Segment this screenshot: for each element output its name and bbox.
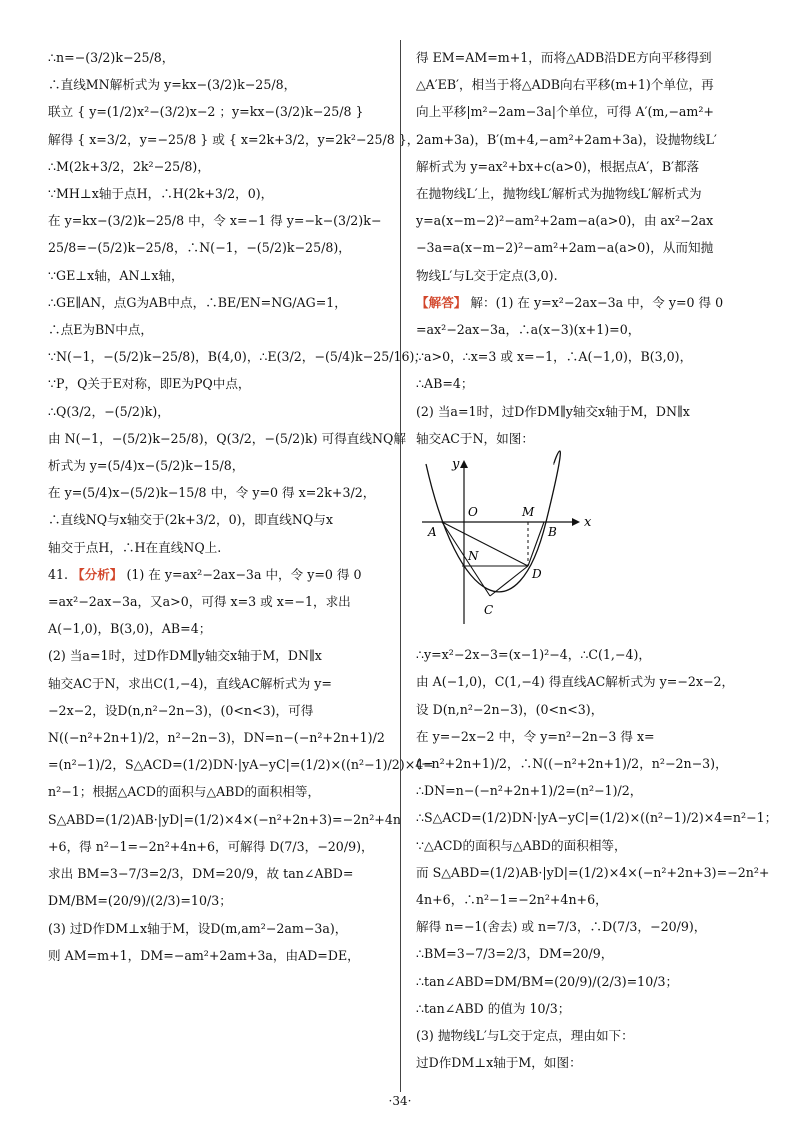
text-line: ∴AB=4；	[416, 376, 474, 392]
text-line: 得 EM=AM=m+1，而将△ADB沿DE方向平移得到	[416, 50, 712, 65]
text-line: DM/BM=(20/9)/(2/3)=10/3；	[48, 893, 232, 909]
text-line: 25/8=−(5/2)k−25/8，∴N(−1，−(5/2)k−25/8)，	[48, 240, 351, 256]
text-line: ∴DN=n−(−n²+2n+1)/2=(n²−1)/2，	[416, 783, 643, 799]
text-line: ∵P，Q关于E对称，即E为PQ中点，	[48, 376, 251, 392]
text-line: n²−1；根据△ACD的面积与△ABD的面积相等，	[48, 784, 321, 800]
text-line: 在 y=kx−(3/2)k−25/8 中，令 x=−1 得 y=−k−(3/2)k−	[48, 213, 382, 229]
text-line: 而 S△ABD=(1/2)AB·|yD|=(1/2)×4×(−n²+2n+3)=−2n²+	[416, 864, 770, 880]
page-number: ·34·	[388, 1094, 412, 1108]
solution-first-line	[416, 289, 760, 316]
text-line: ∵MH⊥x轴于点H，∴H(2k+3/2，0)，	[48, 186, 274, 202]
text-line: 在 y=−2x−2 中，令 y=n²−2n−3 得 x=	[416, 728, 655, 744]
text-line: 求出 BM=3−7/3=2/3，DM=20/9，故 tan∠ABD=	[48, 866, 354, 882]
text-line: 向上平移|m²−2am−3a|个单位，可得 A′(m,−am²+	[416, 104, 714, 120]
segment-a-c	[442, 522, 490, 596]
text-line: ∴点E为BN中点，	[48, 322, 154, 338]
text-line: ∴y=x²−2x−3=(x−1)²−4，∴C(1,−4)，	[416, 647, 651, 663]
label-b: B	[548, 525, 557, 540]
text-line: =ax²−2ax−3a，∴a(x−3)(x+1)=0，	[416, 322, 641, 338]
text-line: 解得 { x=3/2，y=−25/8 } 或 { x=2k+3/2，y=2k²−25/8 }，	[48, 131, 420, 147]
text-line: 则 AM=m+1，DM=−am²+2am+3a，由AD=DE，	[48, 947, 360, 963]
text-line: 由 A(−1,0)，C(1,−4) 得直线AC解析式为 y=−2x−2，	[416, 674, 735, 690]
text-line: (2) 当a=1时，过D作DM∥y轴交x轴于M，DN∥x	[416, 403, 690, 419]
label-a: A	[428, 525, 437, 540]
text-line: 物线L′与L交于定点(3,0).	[416, 267, 558, 283]
label-c: C	[484, 603, 494, 618]
text-line: ∴直线MN解析式为 y=kx−(3/2)k−25/8，	[48, 77, 297, 93]
parabola-figure	[418, 456, 618, 626]
label-n: N	[468, 549, 479, 564]
text-line: 轴交AC于N，求出C(1,−4)，直线AC解析式为 y=	[48, 675, 332, 691]
text-line: 过D作DM⊥x轴于M，如图：	[416, 1055, 582, 1071]
text-line: (3) 抛物线L′与L交于定点，理由如下：	[416, 1028, 634, 1044]
text-line: 在抛物线L′上，抛物线L′解析式为抛物线L′解析式为	[416, 186, 702, 202]
segment-a-d	[442, 522, 528, 566]
text-line: (2) 当a=1时，过D作DM∥y轴交x轴于M，DN∥x	[48, 648, 322, 664]
text-line: ∴tan∠ABD=DM/BM=(20/9)/(2/3)=10/3；	[416, 973, 679, 989]
x-axis-arrow	[572, 518, 580, 526]
text-line: ∴tan∠ABD 的值为 10/3；	[416, 1000, 571, 1016]
analysis-tag: 【分析】	[72, 566, 123, 582]
problem-number: 41.	[48, 566, 69, 582]
text-line: ∵GE⊥x轴，AN⊥x轴，	[48, 267, 184, 283]
text-line: 轴交于点H，∴H在直线NQ上.	[48, 539, 222, 555]
text-line: 设 D(n,n²−2n−3)，(0<n<3)，	[416, 701, 604, 717]
text-line: 轴交AC于N，如图：	[416, 430, 534, 446]
y-axis-arrow	[460, 460, 468, 468]
solution-tag: 【解答】	[416, 294, 467, 310]
label-o: O	[468, 505, 478, 520]
text-line: 4n+6，∴n²−1=−2n²+4n+6，	[416, 892, 608, 908]
text-line: 2am+3a)，B′(m+4,−am²+2am+3a)，设抛物线L′	[416, 131, 717, 147]
text-line: 析式为 y=(5/4)x−(5/2)k−15/8，	[48, 458, 245, 474]
text-line: 联立 { y=(1/2)x²−(3/2)x−2 ；y=kx−(3/2)k−25/8 }	[48, 104, 364, 120]
text-line: =(n²−1)/2，S△ACD=(1/2)DN·|yA−yC|=(1/2)×((n²−1)/2)×4=	[48, 757, 434, 773]
text-line: =ax²−2ax−3a，又a>0，可得 x=3 或 x=−1，求出	[48, 594, 351, 610]
text-line: ∵N(−1，−(5/2)k−25/8)，B(4,0)，∴E(3/2，−(5/4)k−25/16)，	[48, 349, 428, 365]
text-line: 解得 n=−1(舍去) 或 n=7/3，∴D(7/3，−20/9)，	[416, 919, 707, 935]
text-line: ∴直线NQ与x轴交于(2k+3/2，0)，即直线NQ与x	[48, 512, 333, 528]
text-line: ∵△ACD的面积与△ABD的面积相等，	[416, 837, 627, 853]
text-line: (3) 过D作DM⊥x轴于M，设D(m,am²−2am−3a)，	[48, 920, 348, 936]
text-line: 在 y=(5/4)x−(5/2)k−15/8 中，令 y=0 得 x=2k+3/2，	[48, 485, 376, 501]
text-line: S△ABD=(1/2)AB·|yD|=(1/2)×4×(−n²+2n+3)=−2n²+4n	[48, 811, 401, 827]
label-y: y	[452, 457, 460, 473]
text-line: ∵a>0，∴x=3 或 x=−1，∴A(−1,0)，B(3,0)，	[416, 349, 693, 365]
segment-b-d	[528, 522, 544, 566]
analysis-first-line: (1) 在 y=ax²−2ax−3a 中，令 y=0 得 0	[126, 566, 362, 582]
right-column	[416, 44, 778, 1077]
text-line: 解析式为 y=ax²+bx+c(a>0)，根据点A′，B′都落	[416, 158, 700, 174]
text-line: +6，得 n²−1=−2n²+4n+6，可解得 D(7/3，−20/9)，	[48, 838, 374, 854]
text-line: ∴S△ACD=(1/2)DN·|yA−yC|=(1/2)×((n²−1)/2)×4=n²−1；	[416, 810, 778, 826]
text-line: y=a(x−m−2)²−am²+2am−a(a>0)，由 ax²−2ax	[416, 213, 714, 229]
text-line: △A′EB′，相当于将△ADB向右平移(m+1)个单位，再	[416, 77, 714, 93]
problem-41-analysis-line	[48, 561, 392, 588]
text-line: 由 N(−1，−(5/2)k−25/8)，Q(3/2，−(5/2)k) 可得直线NQ解	[48, 430, 406, 446]
label-m: M	[522, 505, 535, 520]
text-line: ∴n=−(3/2)k−25/8，	[48, 50, 175, 65]
label-x: x	[584, 515, 592, 531]
text-line: A(−1,0)，B(3,0)，AB=4；	[48, 621, 212, 637]
label-d: D	[532, 567, 542, 582]
text-line: −3a=a(x−m−2)²−am²+2am−a(a>0)，从而知抛	[416, 240, 714, 256]
text-line: (−n²+2n+1)/2，∴N((−n²+2n+1)/2，n²−2n−3)，	[416, 756, 728, 772]
left-column	[48, 44, 434, 969]
column-divider	[400, 40, 401, 1092]
text-line: −2x−2，设D(n,n²−2n−3)，(0<n<3)，可得	[48, 702, 314, 718]
text-line: ∴Q(3/2，−(5/2)k)，	[48, 403, 170, 419]
text-line: ∴M(2k+3/2，2k²−25/8)，	[48, 158, 210, 174]
solution-first-line-text: 解：(1) 在 y=x²−2ax−3a 中，令 y=0 得 0	[470, 294, 724, 310]
text-line: ∴GE∥AN，点G为AB中点，∴BE/EN=NG/AG=1，	[48, 294, 347, 310]
segment-c-d	[490, 566, 528, 596]
text-line: ∴BM=3−7/3=2/3，DM=20/9，	[416, 946, 614, 962]
text-line: N((−n²+2n+1)/2，n²−2n−3)，DN=n−(−n²+2n+1)/2	[48, 730, 385, 746]
